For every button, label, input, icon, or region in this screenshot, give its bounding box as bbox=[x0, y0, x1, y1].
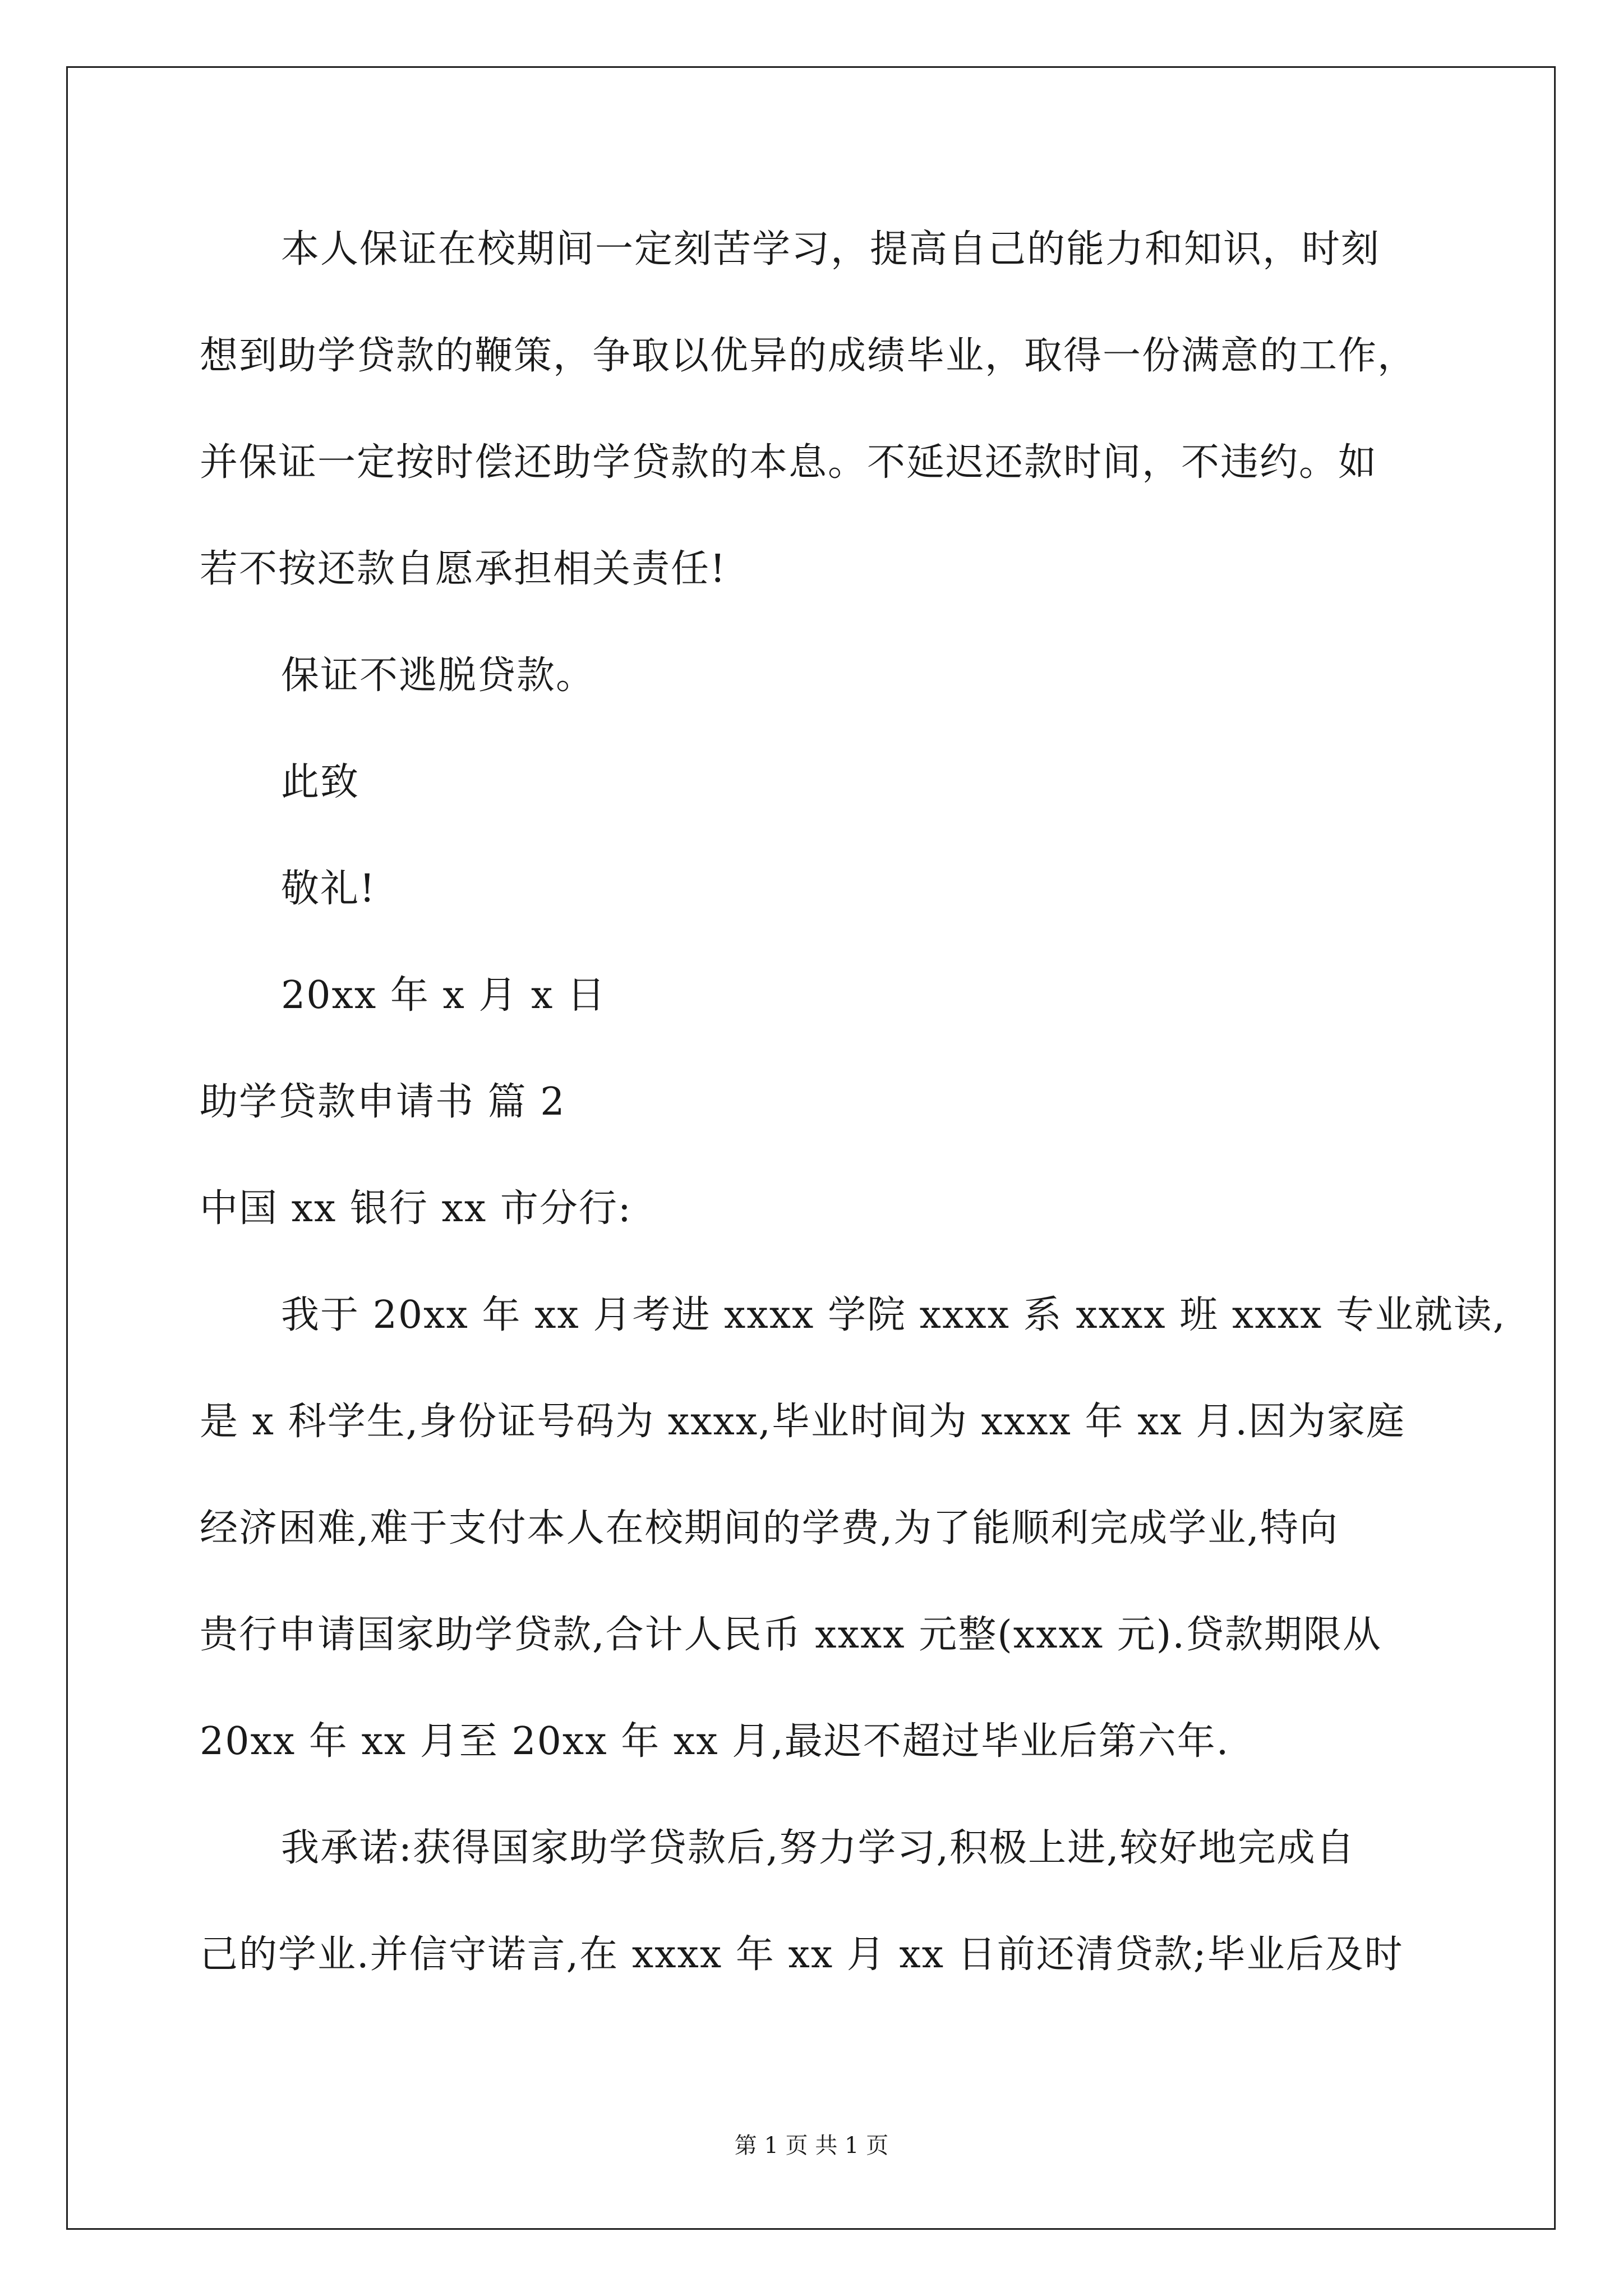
paragraph-line: 本人保证在校期间一定刻苦学习，提高自己的能力和知识，时刻 bbox=[281, 227, 1381, 272]
paragraph-line: 想到助学贷款的鞭策，争取以优异的成绩毕业，取得一份满意的工作， bbox=[200, 334, 1417, 378]
page-footer: 第 1 页 共 1 页 bbox=[734, 2133, 889, 2159]
paragraph-line: 是 x 科学生,身份证号码为 xxxx,毕业时间为 xxxx 年 xx 月.因为家庭 bbox=[200, 1400, 1405, 1444]
date-line: 20xx 年 x 月 x 日 bbox=[281, 973, 607, 1018]
paragraph-line: 经济困难,难于支付本人在校期间的学费,为了能顺利完成学业,特向 bbox=[200, 1506, 1339, 1550]
paragraph-line: 我于 20xx 年 xx 月考进 xxxx 学院 xxxx 系 xxxx 班 xxxx 专业就读, bbox=[281, 1293, 1506, 1337]
paragraph-line: 若不按还款自愿承担相关责任! bbox=[200, 547, 727, 591]
section-heading: 助学贷款申请书 篇 2 bbox=[200, 1080, 566, 1124]
guarantee-line: 保证不逃脱贷款。 bbox=[281, 654, 596, 698]
document-body bbox=[200, 213, 1506, 2025]
salutation-line: 敬礼! bbox=[281, 867, 376, 911]
paragraph-line: 20xx 年 xx 月至 20xx 年 xx 月,最迟不超过毕业后第六年. bbox=[200, 1719, 1230, 1764]
paragraph-line: 并保证一定按时偿还助学贷款的本息。不延迟还款时间，不违约。如 bbox=[200, 440, 1378, 485]
paragraph-line: 贵行申请国家助学贷款,合计人民币 xxxx 元整(xxxx 元).贷款期限从 bbox=[200, 1613, 1382, 1657]
addressee-line: 中国 xx 银行 xx 市分行: bbox=[200, 1186, 632, 1231]
paragraph-line: 我承诺:获得国家助学贷款后,努力学习,积极上进,较好地完成自 bbox=[281, 1826, 1355, 1870]
closing-line: 此致 bbox=[281, 760, 360, 804]
paragraph-line: 己的学业.并信守诺言,在 xxxx 年 xx 月 xx 日前还清贷款;毕业后及时 bbox=[200, 1932, 1404, 1977]
